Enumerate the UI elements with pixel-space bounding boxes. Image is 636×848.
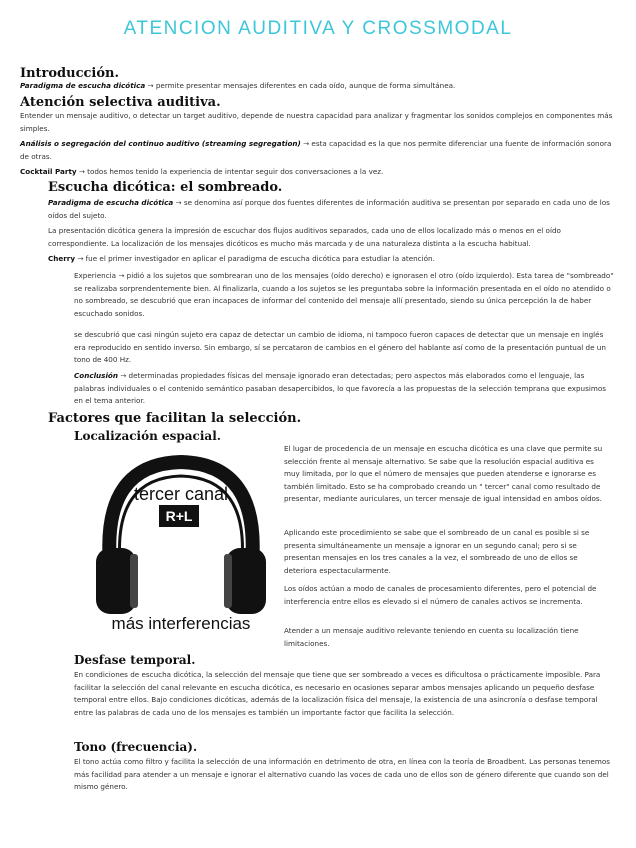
localizacion-heading: Localización espacial. — [74, 429, 221, 443]
selectiva-heading: Atención selectiva auditiva. — [20, 95, 221, 110]
localizacion-paragraph-4: Atender a un mensaje auditivo relevante teniendo en cuenta su localización tiene limitaciones. — [284, 626, 579, 648]
headphones-icon — [90, 444, 272, 640]
selectiva-text-2: → esta capacidad es la que nos permite diferenciar una fuente de información sonora de otras. — [20, 139, 612, 161]
escucha-paragraph-1 — [48, 197, 616, 222]
streaming-term: Análisis o segregación del continuo auditivo (streaming segregation) — [20, 139, 301, 148]
localizacion-paragraph-3: Los oídos actúan a modo de canales de procesamiento diferentes, pero el potencial de interferencia entre ellos es elevado si el número de canales activos se incrementa. — [284, 584, 597, 606]
conclusion-text: → determinadas propiedades físicas del mensaje ignorado eran detectadas; pero aspectos más elaborados como el lenguaje, las palabras individuales o el contenido semántico pasaban desapercibidos, lo que favorecía a las propuestas de la selección temprana que expusimos en el tema anterior. — [74, 371, 606, 406]
experiencia-term: Experiencia — [74, 271, 117, 280]
desfase-paragraph: En condiciones de escucha dicótica, la selección del mensaje que tiene que ser sombreado a veces es dificultosa o prácticamente imposible. Para facilitar la selección del canal relevante en escucha dicótica, es necesario en ocasiones separar ambos mensajes aplicando un pequeño desfase temporal entre ellos. Bajo condiciones dicóticas, además de la localización física del mensaje, la existencia de una asincronía o desfase temporal entre las palabras de cada uno de los mensajes es también un importante factor que facilita la selección. — [74, 670, 601, 717]
desfase-heading: Desfase temporal. — [74, 653, 196, 667]
image-badge: R+L — [165, 508, 193, 524]
localizacion-paragraph-2: Aplicando este procedimiento se sabe que el sombreado de un canal es posible si se presenta simultáneamente un mensaje a ignorar en un segundo canal; pero si se presentan mensajes en los tres canales a la vez, el sombreado de uno de ellos se deteriora espectacularmente. — [284, 528, 590, 575]
image-caption-top: tercer canal — [133, 484, 229, 504]
selectiva-paragraph-3 — [20, 166, 616, 179]
experiencia-paragraph-2: se descubrió que casi ningún sujeto era capaz de detectar un cambio de idioma, ni tampoco fueron capaces de detectar que un mensaje en inglés era reproducido en sentido inverso. Sin embargo, sí se percataron de cambios en el género del hablante así como de la presentación puntual de un tono de 400 Hz. — [74, 330, 606, 365]
escucha-term: Paradigma de escucha dicótica — [48, 198, 174, 207]
experiencia-text: → pidió a los sujetos que sombrearan uno de los mensajes (oído derecho) e ignorasen el otro (oído izquierdo). Esta tarea de "sombreado" se realizaba sorprendentemente bien. Al finalizarla, cuando a los sujetos se les preguntaba sobre la información presentada en el oído no atendido o no sombreado, se descubrió que eran incapaces de informar del contenido del mensaje allí presentado, siendo su única percepción la de haber escuchado sonidos. — [74, 271, 614, 318]
conclusion-paragraph — [74, 370, 616, 408]
cherry-term: Cherry — [48, 254, 76, 263]
escucha-paragraph-2: La presentación dicótica genera la impresión de escuchar dos flujos auditivos separados, cada uno de ellos localizado más o menos en el oído correspondiente. La localización de los mensajes dicóticos es mucho más marcada y de una naturaleza distinta a la escucha habitual. — [48, 226, 561, 248]
selectiva-paragraph-2 — [20, 138, 616, 163]
page-title: ATENCION AUDITIVA Y CROSSMODAL — [123, 18, 513, 39]
escucha-paragraph-3 — [48, 253, 616, 266]
escucha-text-3: → fue el primer investigador en aplicar el paradigma de escucha dicótica para estudiar la atención. — [75, 254, 435, 263]
localizacion-paragraph-1: El lugar de procedencia de un mensaje en escucha dicótica es una clave que permite su selección frente al mensaje alternativo. Se sabe que la resolución espacial auditiva es muy limitada, por lo que el número de mensajes que pueden atenderse e ignorarse es también limitado. Esto se ha comprobado creando un " tercer" canal como resultado de presentar, mediante auriculares, un tercer mensaje de igual intensidad en ambos oídos. — [284, 444, 603, 504]
selectiva-text-3: → todos hemos tenido la experiencia de intentar seguir dos conversaciones a la vez. — [76, 167, 384, 176]
intro-paragraph — [20, 80, 616, 93]
intro-heading: Introducción. — [20, 66, 120, 81]
intro-text: → permite presentar mensajes diferentes en cada oído, aunque de forma simultánea. — [145, 81, 456, 90]
intro-term: Paradigma de escucha dicótica — [20, 81, 146, 90]
cocktail-term: Cocktail Party — [20, 167, 77, 176]
escucha-text-1: → se denomina así porque dos fuentes diferentes de información auditiva se presentan por separado en cada uno de los oídos del sujeto. — [48, 198, 610, 220]
tono-heading: Tono (frecuencia). — [74, 740, 198, 754]
escucha-heading: Escucha dicótica: el sombreado. — [48, 180, 283, 195]
image-caption-bottom: más interferencias — [111, 614, 251, 633]
conclusion-term: Conclusión — [74, 371, 118, 380]
headphones-figure — [90, 444, 272, 640]
experiencia-paragraph — [74, 270, 616, 320]
factores-heading: Factores que facilitan la selección. — [48, 411, 302, 426]
tono-paragraph: El tono actúa como filtro y facilita la selección de una información en detrimento de otra, en línea con la teoría de Broadbent. Las personas tenemos más facilidad para atender a un mensaje e ignorar el alternativo cuando las voces de cada uno de ellos son de género diferente que cuando son del mismo género. — [74, 757, 610, 792]
selectiva-paragraph-1: Entender un mensaje auditivo, o detectar un target auditivo, depende de nuestra capacidad para analizar y fragmentar los sonidos complejos en componentes más simples. — [20, 111, 613, 133]
